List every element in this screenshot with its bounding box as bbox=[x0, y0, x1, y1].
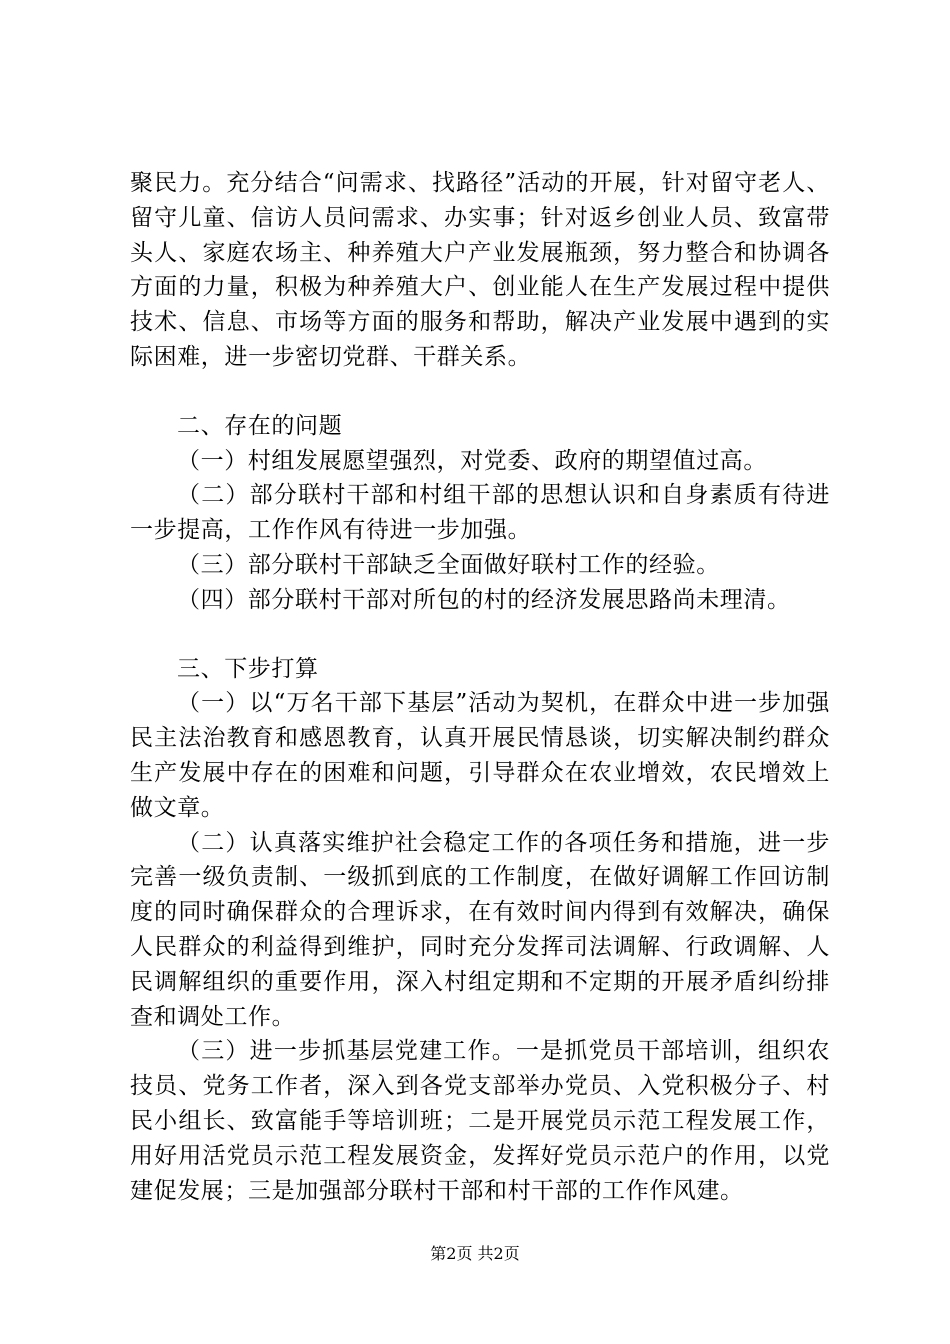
section-heading-next-steps: 三、下步打算 bbox=[177, 655, 319, 682]
problem-item-1: （一）村组发展愿望强烈，对党委、政府的期望值过高。 bbox=[177, 447, 767, 474]
problem-item-3: （三）部分联村干部缺乏全面做好联村工作的经验。 bbox=[177, 551, 720, 578]
page-number-label: 第2页 共2页 bbox=[430, 1244, 520, 1263]
problem-item-2: （二）部分联村干部和村组干部的思想认识和自身素质有待进一步提高，工作作风有待进一步加强。 bbox=[130, 482, 830, 544]
paragraph-gap bbox=[130, 375, 830, 409]
opening-paragraph: 聚民力。充分结合“问需求、找路径”活动的开展，针对留守老人、留守儿童、信访人员问需求、办实事；针对返乡创业人员、致富带头人、家庭农场主、种养殖大户产业发展瓶颈，努力整合和协调各方面的力量，积极为种养殖大户、创业能人在生产发展过程中提供技术、信息、市场等方面的服务和帮助，解决产业发展中遇到的实际困难，进一步密切党群、干群关系。 bbox=[130, 170, 830, 370]
document-body bbox=[130, 166, 830, 1208]
plan-item-1: （一）以“万名干部下基层”活动为契机，在群众中进一步加强民主法治教育和感恩教育，认真开展民情恳谈，切实解决制约群众生产发展中存在的困难和问题，引导群众在农业增效，农民增效上做文章。 bbox=[130, 690, 830, 821]
plan-item-2: （二）认真落实维护社会稳定工作的各项任务和措施，进一步完善一级负责制、一级抓到底的工作制度，在做好调解工作回访制度的同时确保群众的合理诉求，在有效时间内得到有效解决，确保人民群众的利益得到维护，同时充分发挥司法调解、行政调解、人民调解组织的重要作用，深入村组定期和不定期的开展矛盾纠纷排查和调处工作。 bbox=[130, 829, 830, 1030]
paragraph-gap bbox=[130, 618, 830, 652]
page-footer bbox=[0, 1244, 950, 1264]
problem-item-4: （四）部分联村干部对所包的村的经济发展思路尚未理清。 bbox=[177, 586, 791, 613]
plan-item-3: （三）进一步抓基层党建工作。一是抓党员干部培训，组织农技员、党务工作者，深入到各党支部举办党员、入党积极分子、村民小组长、致富能手等培训班；二是开展党员示范工程发展工作，用好用活党员示范工程发展资金，发挥好党员示范户的作用，以党建促发展；三是加强部分联村干部和村干部的工作作风建。 bbox=[130, 1038, 830, 1204]
section-heading-problems: 二、存在的问题 bbox=[177, 412, 343, 439]
